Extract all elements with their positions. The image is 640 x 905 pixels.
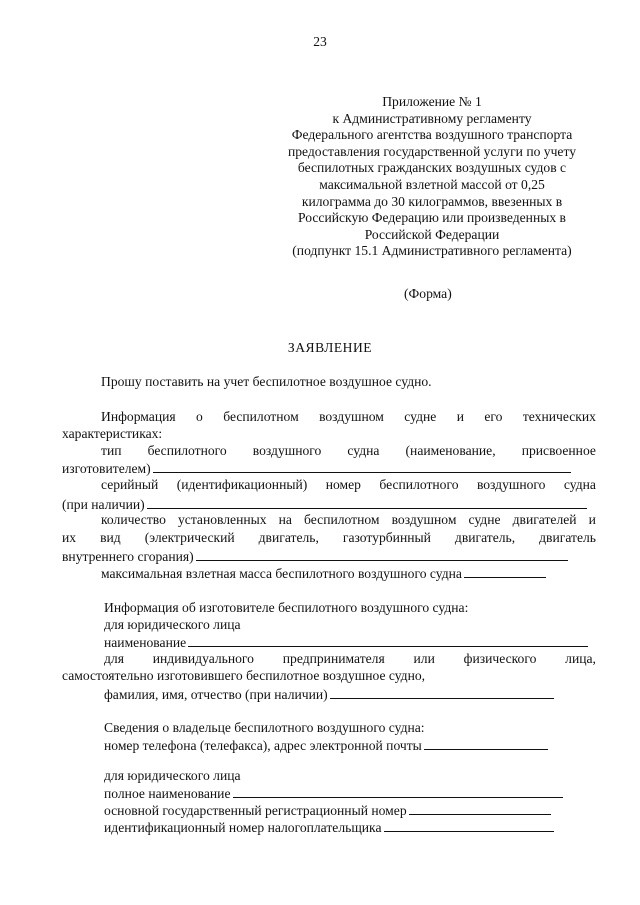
engines-text: количество установленных на беспилотном воздушном судне двигателей и bbox=[101, 512, 596, 527]
header-line: Приложение № 1 bbox=[382, 94, 482, 109]
manufacturer-name-text: наименование bbox=[104, 635, 187, 650]
appendix-header bbox=[262, 94, 602, 260]
header-line: к Административному регламенту bbox=[332, 110, 532, 126]
aircraft-type-cont: изготовителем) bbox=[62, 461, 151, 476]
header-line: Федерального агентства воздушного транспорта bbox=[291, 127, 573, 143]
engines-text-cont: их вид (электрический двигатель, газотурбинный двигатель, двигатель bbox=[62, 530, 596, 545]
manufacturer-heading: Информация об изготовителе беспилотного воздушного судна: bbox=[104, 600, 469, 615]
owner-inn-input-line[interactable] bbox=[384, 819, 554, 832]
engines-text-end: внутреннего сгорания) bbox=[62, 549, 194, 564]
manufacturer-fio-text: фамилия, имя, отчество (при наличии) bbox=[104, 687, 328, 702]
manufacturer-individual-label bbox=[104, 651, 596, 667]
engines-label-cont bbox=[62, 530, 596, 546]
manufacturer-fio-input-line[interactable] bbox=[330, 686, 554, 699]
header-line: Российскую Федерацию или произведенных в bbox=[298, 210, 566, 226]
header-line: килограмма до 30 килограммов, ввезенных в bbox=[301, 193, 563, 209]
request-text: Прошу поставить на учет беспилотное воздушное судно. bbox=[101, 374, 432, 389]
page-number: 23 bbox=[313, 34, 327, 49]
engines-input-line[interactable] bbox=[196, 548, 568, 561]
serial-number-label bbox=[101, 477, 596, 493]
serial-number-input-line[interactable] bbox=[147, 496, 587, 509]
aircraft-type-input-line[interactable] bbox=[153, 460, 571, 473]
owner-full-name-field bbox=[104, 785, 563, 802]
header-line: беспилотных гражданских воздушных судов с bbox=[297, 160, 567, 176]
aircraft-info-heading-text: Информация о беспилотном воздушном судне и его технических bbox=[101, 409, 596, 424]
aircraft-type-field bbox=[62, 460, 571, 477]
max-mass-field bbox=[101, 565, 546, 582]
manufacturer-name-field bbox=[104, 634, 588, 651]
owner-contacts-field bbox=[104, 737, 548, 754]
owner-contacts-text: номер телефона (телефакса), адрес электронной почты bbox=[104, 738, 422, 753]
owner-inn-field bbox=[104, 819, 554, 836]
manufacturer-legal-entity: для юридического лица bbox=[104, 617, 241, 632]
form-label: (Форма) bbox=[404, 286, 452, 301]
owner-heading: Сведения о владельце беспилотного воздушного судна: bbox=[104, 720, 425, 735]
header-line: предоставления государственной услуги по учету bbox=[287, 143, 577, 159]
header-line: Российской Федерации bbox=[364, 226, 500, 242]
manufacturer-fio-field bbox=[104, 686, 554, 703]
engines-field bbox=[62, 548, 568, 565]
document-title: ЗАЯВЛЕНИЕ bbox=[287, 340, 373, 355]
max-mass-input-line[interactable] bbox=[464, 565, 546, 578]
owner-ogrn-input-line[interactable] bbox=[409, 802, 551, 815]
owner-contacts-input-line[interactable] bbox=[424, 737, 548, 750]
max-mass-text: максимальная взлетная масса беспилотного воздушного судна bbox=[101, 566, 462, 581]
aircraft-type-label bbox=[101, 443, 596, 459]
owner-full-name-text: полное наименование bbox=[104, 786, 231, 801]
serial-number-text: серийный (идентификационный) номер беспилотного воздушного судна bbox=[101, 477, 596, 492]
serial-number-field bbox=[62, 496, 587, 513]
header-line: (подпункт 15.1 Административного регламента) bbox=[292, 243, 572, 259]
engines-label bbox=[101, 512, 596, 528]
manufacturer-individual-text: для индивидуального предпринимателя или физического лица, bbox=[104, 651, 596, 666]
aircraft-info-heading bbox=[101, 409, 596, 425]
aircraft-info-heading-cont: характеристиках: bbox=[62, 426, 163, 441]
serial-number-cont: (при наличии) bbox=[62, 497, 145, 512]
manufacturer-individual-cont: самостоятельно изготовившего беспилотное воздушное судно, bbox=[62, 668, 426, 683]
owner-ogrn-text: основной государственный регистрационный номер bbox=[104, 803, 407, 818]
manufacturer-name-input-line[interactable] bbox=[188, 634, 588, 647]
owner-inn-text: идентификационный номер налогоплательщика bbox=[104, 820, 382, 835]
header-line: максимальной взлетной массой от 0,25 bbox=[319, 176, 545, 192]
owner-full-name-input-line[interactable] bbox=[233, 785, 563, 798]
aircraft-type-text: тип беспилотного воздушного судна (наименование, присвоенное bbox=[101, 443, 596, 458]
owner-ogrn-field bbox=[104, 802, 551, 819]
owner-legal-entity: для юридического лица bbox=[104, 768, 241, 783]
